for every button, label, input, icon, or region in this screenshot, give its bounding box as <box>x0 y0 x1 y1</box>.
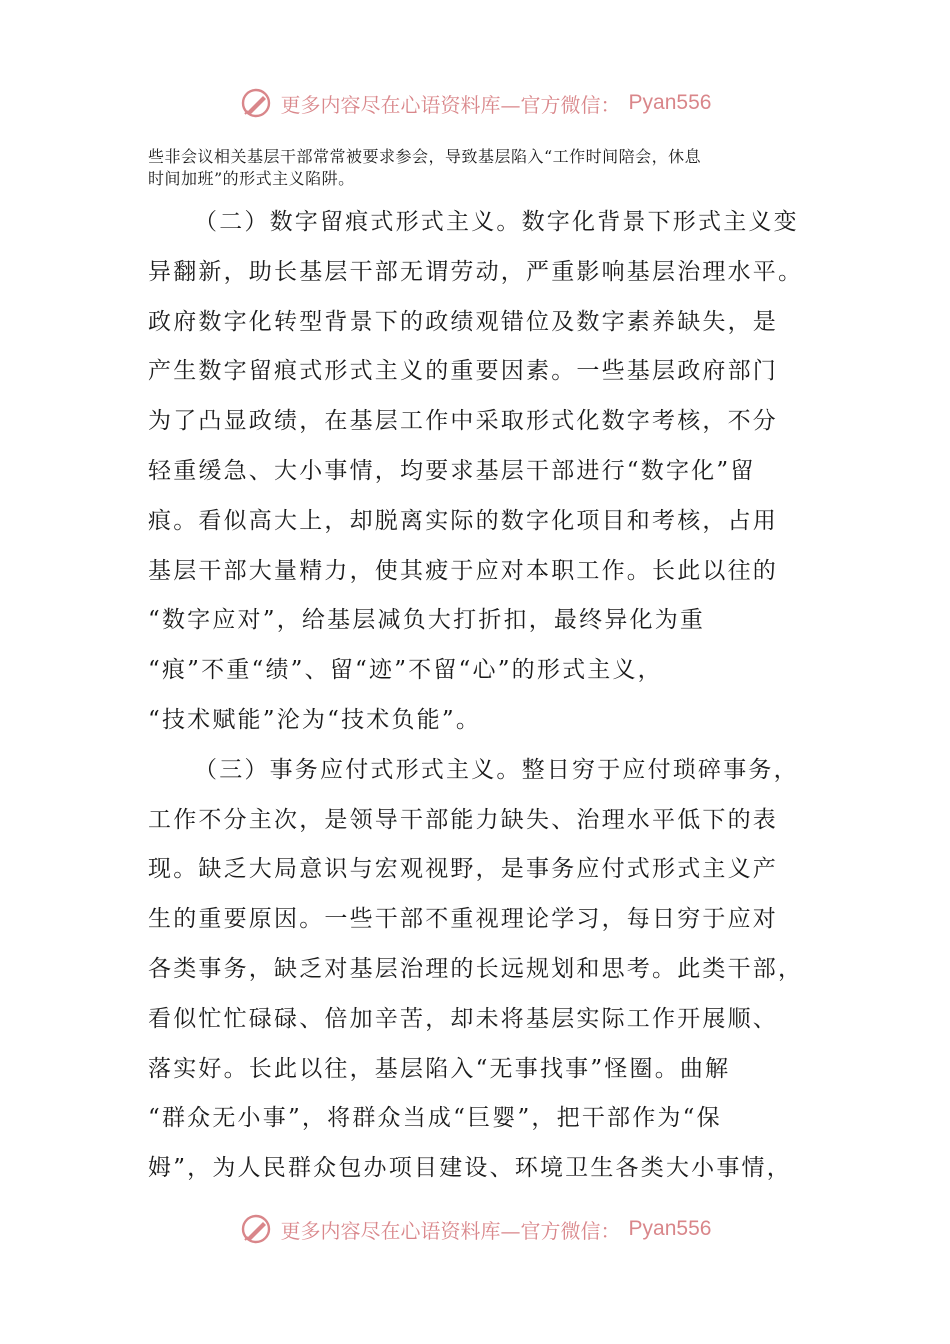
intro-line: 些非会议相关基层干部常常被要求参会，导致基层陷入“工作时间陪会，休息 <box>148 147 702 166</box>
text-line: 生的重要原因。一些干部不重视理论学习，每日穷于应对 <box>148 906 778 933</box>
text-line: 工作不分主次，是领导干部能力缺失、治理水平低下的表 <box>148 806 778 833</box>
watermark-brand: Pyan556 <box>628 1217 712 1240</box>
pen-logo-icon <box>239 1212 273 1246</box>
text-line: 政府数字化转型背景下的政绩观错位及数字素养缺失，是 <box>148 308 778 335</box>
text-line: 姆”，为人民群众包办项目建设、环境卫生各类大小事情， <box>148 1155 792 1182</box>
text-line: 痕。看似高大上，却脱离实际的数字化项目和考核，占用 <box>148 507 778 534</box>
text-line: 为了凸显政绩，在基层工作中采取形式化数字考核，不分 <box>148 408 778 435</box>
text-line: 看似忙忙碌碌、倍加辛苦，却未将基层实际工作开展顺、 <box>148 1005 778 1032</box>
text-line: 现。缺乏大局意识与宏观视野，是事务应付式形式主义产 <box>148 856 778 883</box>
paragraph-affairs-coping <box>148 746 808 1194</box>
text-line: “技术赋能”沦为“技术负能”。 <box>148 706 482 733</box>
body-text <box>148 198 808 1194</box>
watermark-footer <box>0 1212 950 1246</box>
text-line: “数字应对”，给基层减负大打折扣，最终异化为重 <box>148 607 706 634</box>
text-line: 产生数字留痕式形式主义的重要因素。一些基层政府部门 <box>148 358 778 385</box>
paragraph-digital-trace <box>148 198 808 746</box>
text-line: 落实好。长此以往，基层陷入“无事找事”怪圈。曲解 <box>148 1055 731 1082</box>
intro-line: 时间加班”的形式主义陷阱。 <box>148 169 355 188</box>
text-line: 轻重缓急、大小事情，均要求基层干部进行“数字化”留 <box>148 457 756 484</box>
text-line: （三）事务应付式形式主义。整日穷于应付琐碎事务， <box>194 756 799 783</box>
watermark-brand: Pyan556 <box>628 91 712 114</box>
pen-logo-icon <box>239 86 273 120</box>
text-line: 各类事务，缺乏对基层治理的长远规划和思考。此类干部， <box>148 955 804 982</box>
intro-text <box>148 146 808 190</box>
text-line: 异翻新，助长基层干部无谓劳动，严重影响基层治理水平。 <box>148 258 804 285</box>
text-line: 基层干部大量精力，使其疲于应对本职工作。长此以往的 <box>148 557 778 584</box>
watermark-header <box>0 86 950 120</box>
watermark-text: 更多内容尽在心语资料库—官方微信： <box>280 92 621 117</box>
text-line: “群众无小事”，将群众当成“巨婴”，把干部作为“保 <box>148 1105 722 1132</box>
text-line: “痕”不重“绩”、留“迹”不留“心”的形式主义， <box>148 657 663 684</box>
watermark-text: 更多内容尽在心语资料库—官方微信： <box>280 1218 621 1243</box>
text-line: （二）数字留痕式形式主义。数字化背景下形式主义变 <box>194 209 799 235</box>
